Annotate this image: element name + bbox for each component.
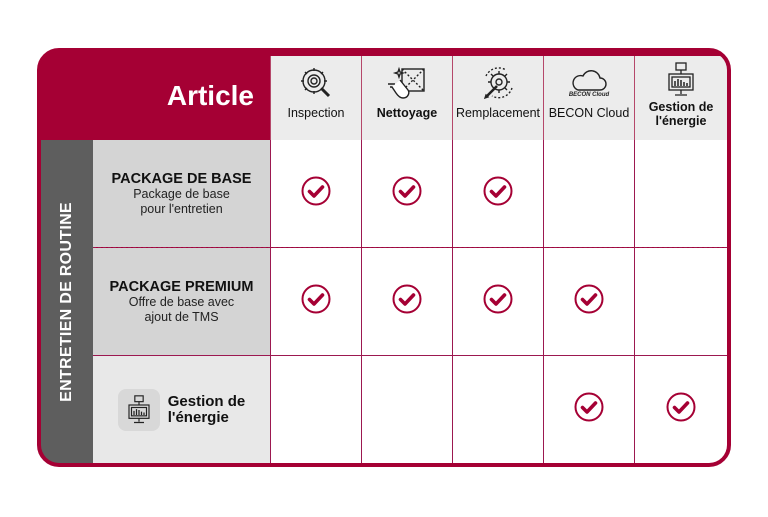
column-header-gestion-energie: [634, 56, 727, 140]
check-circle-icon: [392, 176, 422, 211]
table-cell: [361, 248, 452, 355]
row-title: Gestion de l'énergie: [167, 392, 246, 426]
row-label-package-base: [93, 140, 270, 247]
row-divider-dashed: [93, 247, 727, 248]
article-header: [41, 52, 270, 140]
check-circle-icon: [574, 392, 604, 427]
table-cell: [634, 248, 727, 355]
check-circle-icon: [392, 284, 422, 319]
energy-monitor-icon: [118, 389, 160, 431]
row-subtitle: ajout de TMS: [144, 309, 219, 324]
table-cell: [452, 248, 543, 355]
column-header-nettoyage: [361, 56, 452, 140]
row-divider: [93, 355, 727, 356]
check-circle-icon: [483, 284, 513, 319]
row-label-gestion-energie: [93, 356, 270, 463]
hand-cleaning-icon: [384, 62, 430, 106]
row-subtitle: Offre de base avec: [128, 294, 235, 309]
check-circle-icon: [301, 176, 331, 211]
row-title: PACKAGE DE BASE: [111, 170, 252, 187]
row-subtitle: Package de base: [133, 186, 230, 201]
check-circle-icon: [574, 284, 604, 319]
column-label: BECON Cloud: [548, 106, 630, 120]
cloud-icon: [569, 62, 609, 106]
gear-magnifier-icon: [298, 62, 334, 106]
table-cell: [543, 356, 634, 463]
section-label-routine: [41, 140, 93, 463]
column-header-becon-cloud: [543, 56, 634, 140]
table-cell: [361, 356, 452, 463]
gear-replace-icon: [480, 62, 516, 106]
column-label: Nettoyage: [376, 106, 438, 120]
check-circle-icon: [666, 392, 696, 427]
table-cell: [270, 356, 361, 463]
article-label: Article: [166, 80, 254, 111]
row-title: PACKAGE PREMIUM: [109, 278, 254, 295]
table-cell: [361, 140, 452, 247]
table-cell: [543, 248, 634, 355]
table-cell: [452, 140, 543, 247]
energy-monitor-icon: [666, 60, 696, 100]
table-cell: [270, 140, 361, 247]
column-header-inspection: [270, 56, 361, 140]
section-label-text: ENTRETIEN DE ROUTINE: [58, 201, 76, 402]
comparison-table: [37, 48, 731, 467]
column-label: Inspection: [287, 106, 345, 120]
table-cell: [543, 140, 634, 247]
table-cell: [634, 356, 727, 463]
row-subtitle: pour l'entretien: [140, 201, 223, 216]
table-cell: [634, 140, 727, 247]
column-header-remplacement: [452, 56, 543, 140]
column-label: Remplacement: [455, 106, 541, 120]
check-circle-icon: [483, 176, 513, 211]
check-circle-icon: [301, 284, 331, 319]
table-cell: [270, 248, 361, 355]
row-label-package-premium: [93, 248, 270, 355]
column-label: Gestion de l'énergie: [648, 100, 714, 128]
cloud-icon-caption: BECON Cloud: [568, 92, 610, 98]
table-cell: [452, 356, 543, 463]
